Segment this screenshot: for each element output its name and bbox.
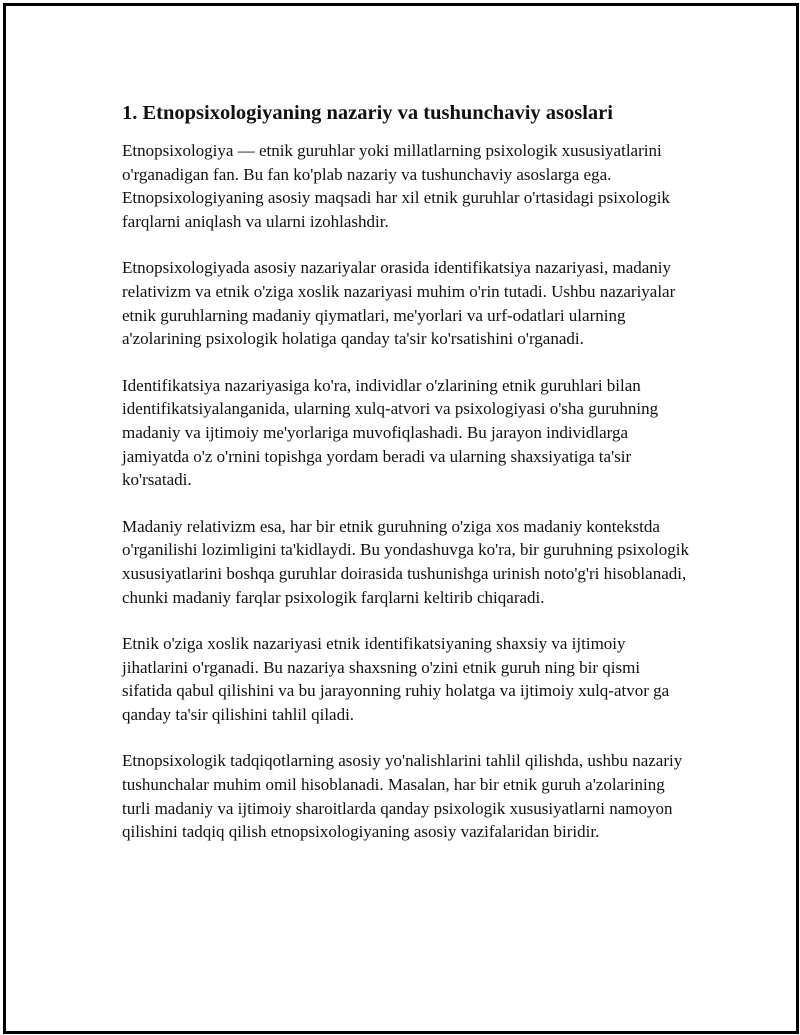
page-frame: [3, 3, 799, 1034]
document-body: [122, 99, 692, 867]
paragraph-ethnic-identity: Etnik o'ziga xoslik nazariyasi etnik identifikatsiyaning shaxsiy va ijtimoiy jihatlarini o'rganadi. Bu nazariya shaxsning o'zini etnik guruh ning bir qismi sifatida qabul qilishini va bu jarayonning ruhiy holatga va ijtimoiy xulq-atvor ga qanday ta'sir qilishini tahlil qiladi.: [122, 634, 670, 724]
paragraph-identification-theory: Identifikatsiya nazariyasiga ko'ra, individlar o'zlarining etnik guruhlari bilan identifikatsiyalanganida, ularning xulq-atvori va psixologiyasi o'sha guruhning madaniy va ijtimoiy me'yorlariga muvofiqlashadi. Bu jarayon individlarga jamiyatda o'z o'rnini topishga yordam beradi va ularning shaxsiyatiga ta'sir ko'rsatadi.: [122, 375, 659, 490]
paragraph-research-directions: Etnopsixologik tadqiqotlarning asosiy yo'nalishlarini tahlil qilishda, ushbu nazariy tushunchalar muhim omil hisoblanadi. Masalan, har bir etnik guruh a'zolarining turli madaniy va ijtimoiy sharoitlarda qanday psixologik xususiyatlarni namoyon qilishini tadqiq qilish etnopsixologiyaning asosiy vazifalaridan biridir.: [122, 751, 683, 842]
paragraph-intro: Etnopsixologiya — etnik guruhlar yoki millatlarning psixologik xususiyatlarini o'rganadigan fan. Bu fan ko'plab nazariy va tushunchaviy asoslarga ega. Etnopsixologiyaning asosiy maqsadi har xil etnik guruhlar o'rtasidagi psixologik farqlarni aniqlash va ularni izohlashdir.: [122, 141, 670, 231]
section-title: 1. Etnopsixologiyaning nazariy va tushunchaviy asoslari: [122, 102, 613, 124]
paragraph-cultural-relativism: Madaniy relativizm esa, har bir etnik guruhning o'ziga xos madaniy kontekstda o'rganilishi lozimligini ta'kidlaydi. Bu yondashuvga ko'ra, bir guruhning psixologik xususiyatlarini boshqa guruhlar doirasida tushunishga urinish noto'g'ri hisoblanadi, chunki madaniy farqlar psixologik farqlarni keltirib chiqaradi.: [122, 516, 689, 607]
paragraph-main-theories: Etnopsixologiyada asosiy nazariyalar orasida identifikatsiya nazariyasi, madaniy relativizm va etnik o'ziga xoslik nazariyasi muhim o'rin tutadi. Ushbu nazariyalar etnik guruhlarning madaniy qiymatlari, me'yorlari va urf-odatlari ularning a'zolarining psixologik holatiga qanday ta'sir ko'rsatishini o'rganadi.: [122, 258, 676, 349]
